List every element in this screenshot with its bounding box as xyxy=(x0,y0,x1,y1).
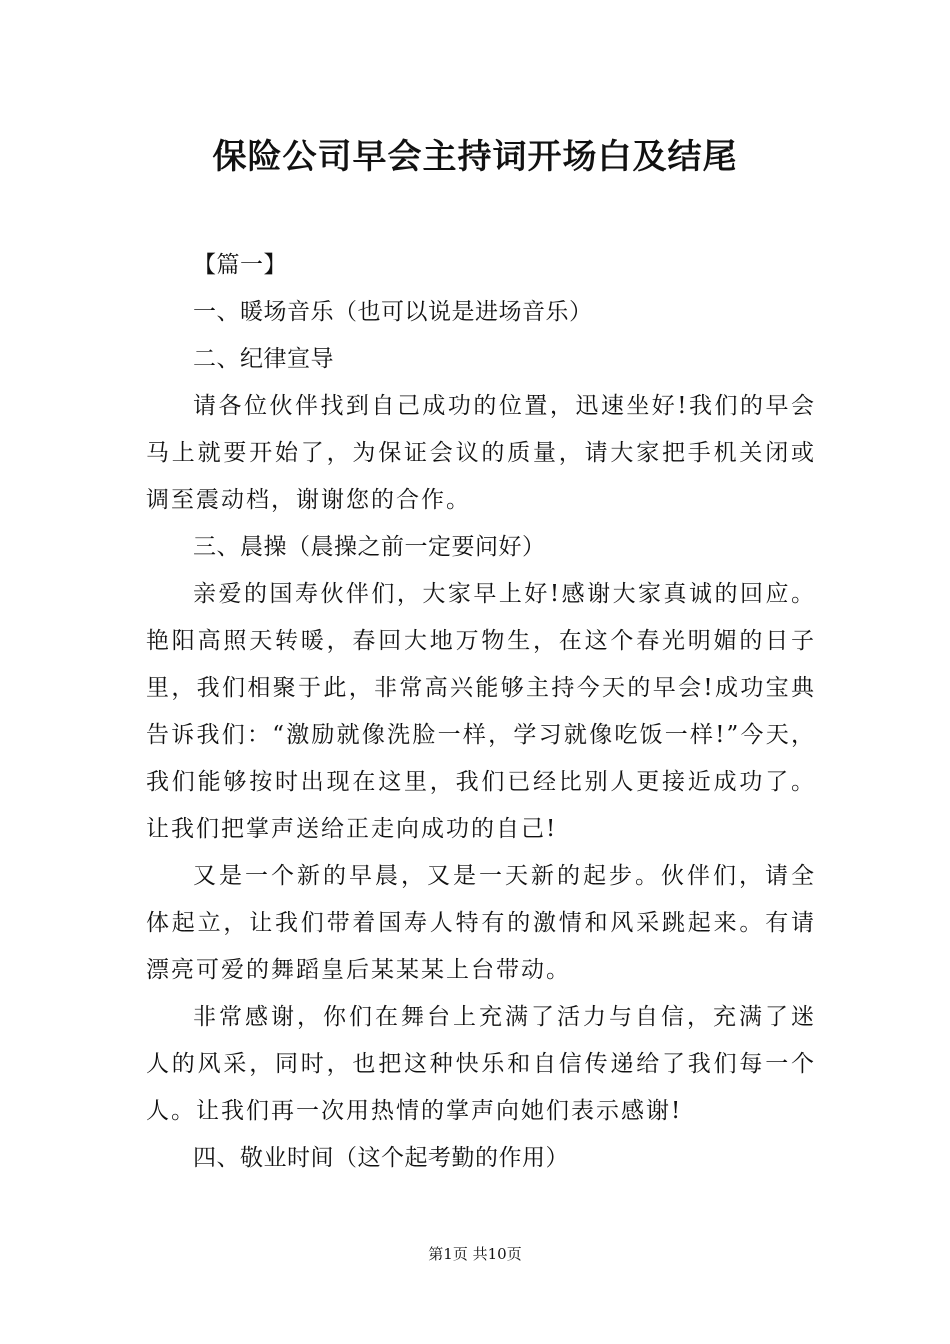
document-body xyxy=(146,242,816,1182)
heading-morning-exercise: 三、晨操（晨操之前一定要问好） xyxy=(193,534,546,560)
heading-warmup-music: 一、暖场音乐（也可以说是进场音乐） xyxy=(193,299,593,325)
heading-attendance: 四、敬业时间（这个起考勤的作用） xyxy=(193,1145,569,1171)
paragraph-new-morning: 又是一个新的早晨，又是一天新的起步。伙伴们，请全体起立，让我们带着国寿人特有的激情和风采跳起来。有请漂亮可爱的舞蹈皇后某某某上台带动。 xyxy=(146,863,816,983)
paragraph-thanks: 非常感谢，你们在舞台上充满了活力与自信，充满了迷人的风采，同时，也把这种快乐和自信传递给了我们每一个人。让我们再一次用热情的掌声向她们表示感谢! xyxy=(146,1004,816,1124)
page-number-footer: 第1页 共10页 xyxy=(428,1245,522,1263)
document-title: 保险公司早会主持词开场白及结尾 xyxy=(212,137,738,177)
paragraph-greeting: 亲爱的国寿伙伴们，大家早上好!感谢大家真诚的回应。艳阳高照天转暖，春回大地万物生，在这个春光明媚的日子里，我们相聚于此，非常高兴能够主持今天的早会!成功宝典告诉我们：“激励就像洗脸一样，学习就像吃饭一样!”今天，我们能够按时出现在这里，我们已经比别人更接近成功了。让我们把掌声送给正走向成功的自己! xyxy=(146,581,816,842)
section-label: 【篇一】 xyxy=(193,252,287,278)
heading-discipline: 二、纪律宣导 xyxy=(193,346,334,372)
paragraph-discipline: 请各位伙伴找到自己成功的位置，迅速坐好!我们的早会马上就要开始了，为保证会议的质量，请大家把手机关闭或调至震动档，谢谢您的合作。 xyxy=(146,393,816,513)
